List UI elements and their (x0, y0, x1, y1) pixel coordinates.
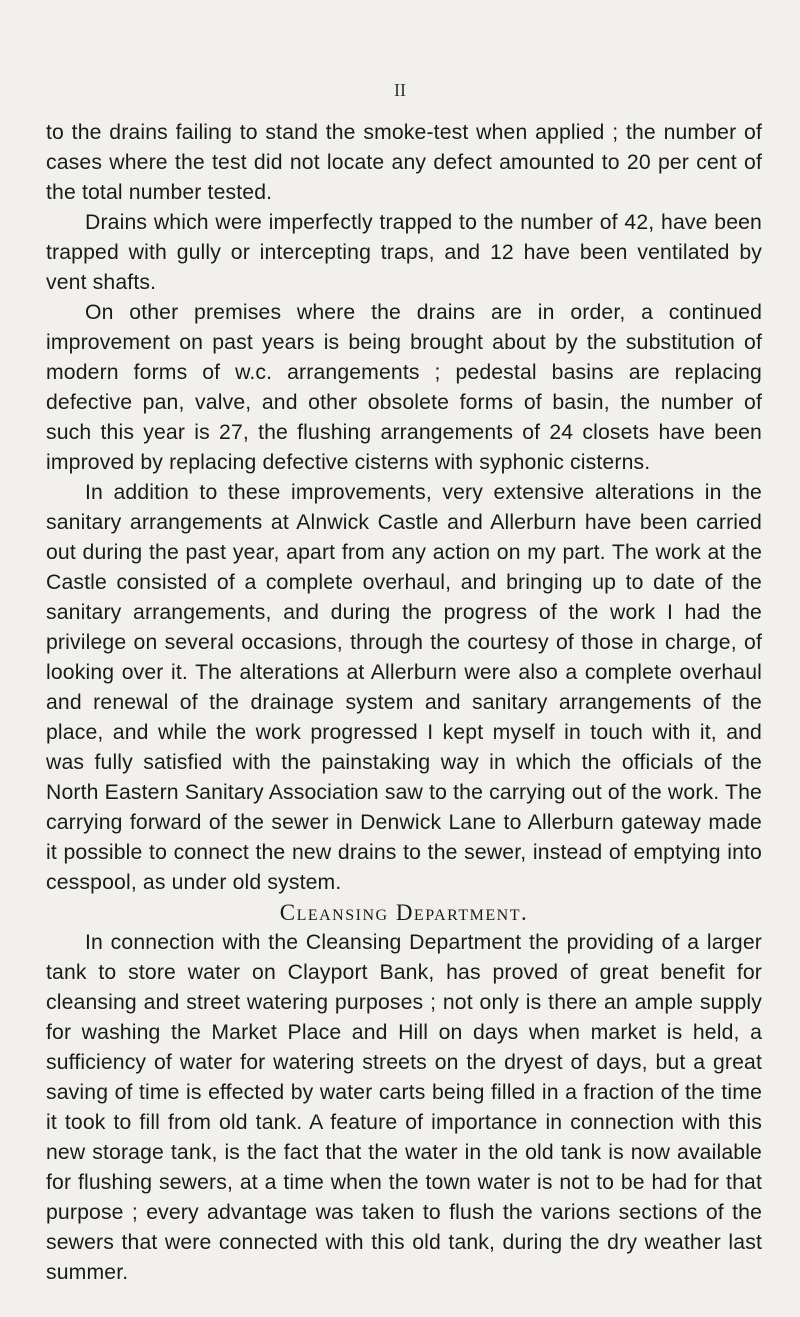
section-heading-cleansing-department: Cleansing Department. (279, 900, 529, 925)
paragraph-cleansing-department: In connection with the Cleansing Department the providing of a larger tank to store water on Clayport Bank, has proved of great benefit for cleansing and street watering purposes ; not only is there an ample supply for washing the Market Place and Hill on days when market is held, a sufficiency of water for watering streets on the dryest of days, but a great saving of time is effected by water carts being filled in a fraction of the time it took to fill from old tank. A feature of importance in connection with this new storage tank, is the fact that the water in the old tank is now available for flushing sewers, at a time when the town water is not to be had for that purpose ; every advantage was taken to flush the varions sections of the sewers that were connected with this old tank, during the dry weather last summer. (46, 931, 762, 1284)
body-text (46, 118, 762, 1288)
paragraph-imperfect-traps: Drains which were imperfectly trapped to the number of 42, have been trapped with gully or intercepting traps, and 12 have been ventilated by vent shafts. (46, 211, 762, 294)
page-number: II (394, 80, 406, 100)
paragraph-alnwick-castle-allerburn: In addition to these improvements, very extensive alterations in the sanitary arrangements at Alnwick Castle and Allerburn have been carried out during the past year, apart from any action on my part. The work at the Castle consisted of a complete overhaul, and bringing up to date of the sanitary arrangements, and during the progress of the work I had the privilege on several occasions, through the courtesy of those in charge, of looking over it. The alterations at Allerburn were also a complete overhaul and renewal of the drainage system and sanitary arrangements of the place, and while the work progressed I kept myself in touch with it, and was fully satisfied with the painstaking way in which the officials of the North Eastern Sanitary Association saw to the carrying out of the work. The carrying forward of the sewer in Denwick Lane to Allerburn gateway made it possible to connect the new drains to the sewer, instead of emptying into cesspool, as under old system. (46, 481, 762, 894)
paragraph-drains-smoke-test: to the drains failing to stand the smoke-test when applied ; the number of cases where the test did not locate any defect amounted to 20 per cent of the total number tested. (46, 121, 762, 204)
paragraph-wc-improvements: On other premises where the drains are in order, a continued improvement on past years is being brought about by the substitution of modern forms of w.c. arrangements ; pedestal basins are replacing defective pan, valve, and other obsolete forms of basin, the number of such this year is 27, the flushing arrangements of 24 closets have been improved by replacing defective cisterns with syphonic cisterns. (46, 301, 762, 474)
